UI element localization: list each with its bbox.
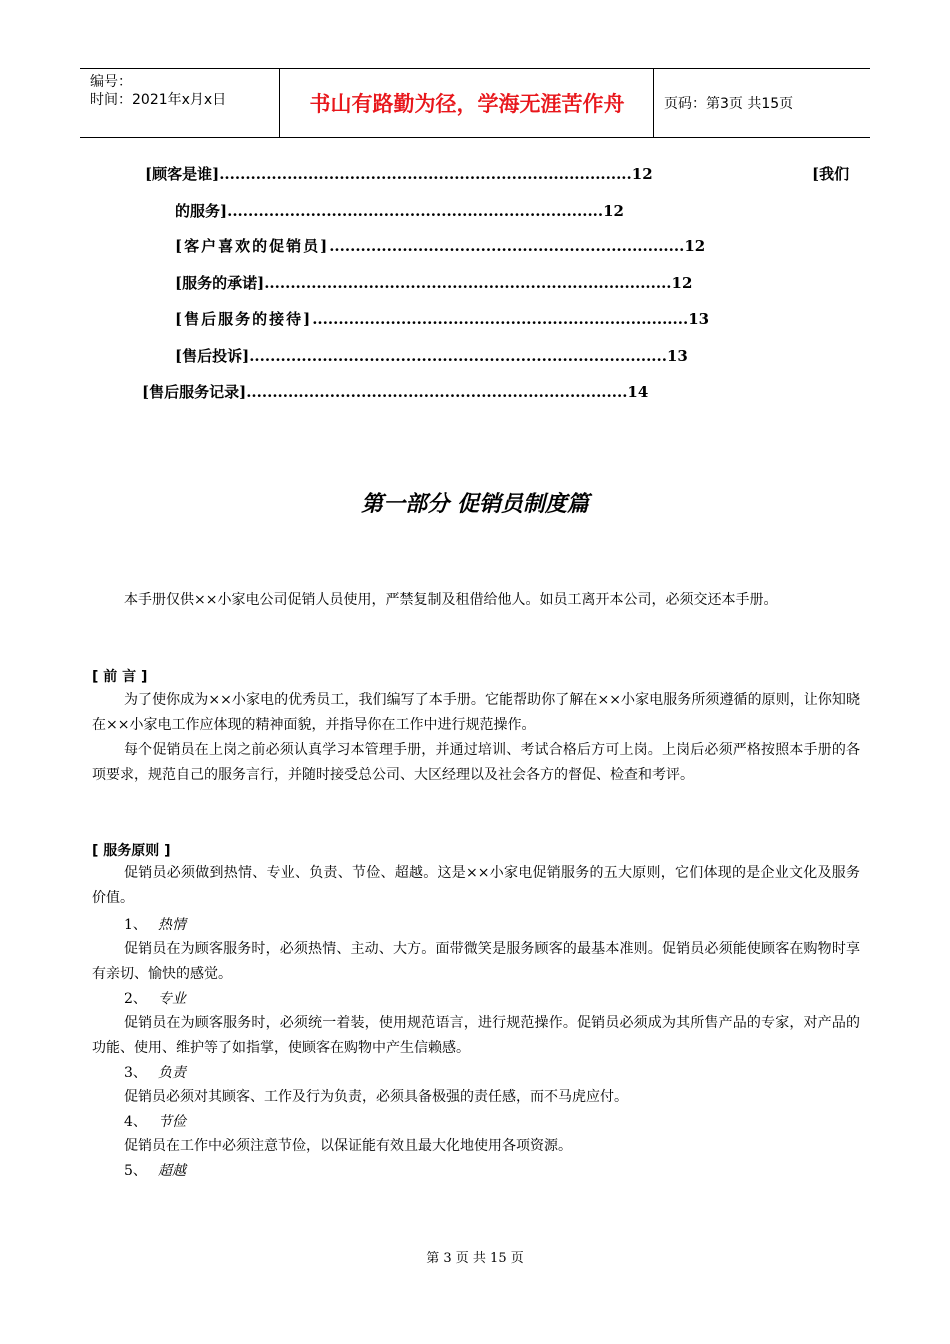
toc-entry[interactable] [175, 235, 705, 256]
principle-item [124, 914, 186, 934]
header-date: 时间：2021年x月x日 [90, 92, 227, 108]
item-name: 热情 [158, 917, 186, 933]
item-number: 2、 [124, 991, 147, 1007]
principle-text: 促销员必须对其顾客、工作及行为负责，必须具备极强的责任感，而不马虎应付。 [124, 1089, 628, 1105]
header-number: 编号： [90, 74, 132, 90]
header-page: 页码：第3页 共15页 [664, 96, 794, 112]
item-number: 1、 [124, 917, 147, 933]
toc-page: 13 [688, 310, 710, 328]
principle-item [124, 1062, 186, 1082]
preface-heading: [ 前 言 ] [92, 669, 148, 685]
item-number: 3、 [124, 1065, 147, 1081]
toc-label: [我们 [812, 165, 850, 183]
toc-label: [顾客是谁] [145, 165, 220, 183]
toc-page: 12 [684, 237, 706, 255]
principle-item [124, 1160, 186, 1180]
item-name: 专业 [158, 991, 186, 1007]
toc-dots: .............................................................................. [264, 274, 672, 292]
preface-paragraph: 为了使你成为××小家电的优秀员工，我们编写了本手册。它能帮助你了解在××小家电服务所须遵循的原则，让你知晓在××小家电工作应体现的精神面貌，并指导你在工作中进行规范操作。 [92, 692, 860, 733]
toc-dots: ............................................................................... [219, 165, 632, 183]
toc-dots: ......................................................................... [246, 383, 628, 401]
toc-entry[interactable] [145, 163, 653, 184]
principle-text: 促销员在为顾客服务时，必须热情、主动、大方。面带微笑是服务顾客的最基本准则。促销员必须能使顾客在购物时享有亲切、愉快的感觉。 [92, 941, 860, 982]
page-footer: 第 3 页 共 15 页 [426, 1251, 524, 1266]
toc-entry[interactable] [142, 381, 648, 402]
toc-entry[interactable] [175, 272, 692, 293]
toc-entry[interactable] [175, 345, 688, 366]
item-name: 超越 [158, 1163, 186, 1179]
toc-dots: ................................................................................ [249, 347, 667, 365]
principles-heading: [ 服务原则 ] [92, 843, 171, 859]
principle-item [124, 988, 186, 1008]
toc-label: 的服务] [175, 202, 228, 220]
toc-page: 14 [627, 383, 649, 401]
toc-label: [售后服务记录] [142, 383, 247, 401]
toc-label: [客户喜欢的促销员] [175, 237, 330, 255]
principle-text: 促销员在为顾客服务时，必须统一着装，使用规范语言，进行规范操作。促销员必须成为其所售产品的专家，对产品的功能、使用、维护等了如指掌，使顾客在购物中产生信赖感。 [92, 1015, 860, 1056]
toc-label: [售后服务的接待] [175, 310, 313, 328]
item-number: 4、 [124, 1114, 147, 1130]
toc-page: 13 [666, 347, 688, 365]
toc-dots: ........................................................................ [312, 310, 689, 328]
header-meta [80, 69, 280, 137]
toc-entry[interactable] [812, 163, 849, 184]
toc-label: [售后投诉] [175, 347, 250, 365]
header-motto: 书山有路勤为径，学海无涯苦作舟 [281, 69, 654, 137]
toc-label: [服务的承诺] [175, 274, 265, 292]
item-number: 5、 [124, 1163, 147, 1179]
part-title: 第一部分 促销员制度篇 [361, 492, 589, 517]
principles-intro: 促销员必须做到热情、专业、负责、节俭、超越。这是××小家电促销服务的五大原则，它们体现的是企业文化及服务价值。 [92, 865, 860, 906]
item-name: 节俭 [158, 1114, 186, 1130]
toc-entry[interactable] [175, 308, 709, 329]
toc-entry[interactable] [175, 200, 624, 221]
toc-dots: .................................................................... [329, 237, 685, 255]
page-header [80, 68, 870, 138]
intro-paragraph: 本手册仅供××小家电公司促销人员使用，严禁复制及租借给他人。如员工离开本公司，必须交还本手册。 [124, 592, 778, 608]
principle-item [124, 1111, 186, 1131]
toc-page: 12 [603, 202, 624, 220]
preface-paragraph: 每个促销员在上岗之前必须认真学习本管理手册，并通过培训、考试合格后方可上岗。上岗后必须严格按照本手册的各项要求，规范自己的服务言行，并随时接受总公司、大区经理以及社会各方的督促、检查和考评。 [92, 742, 860, 783]
toc-page: 12 [671, 274, 693, 292]
principle-text: 促销员在工作中必须注意节俭，以保证能有效且最大化地使用各项资源。 [124, 1138, 572, 1154]
item-name: 负责 [158, 1065, 186, 1081]
toc-page: 12 [631, 165, 653, 183]
toc-dots: ........................................................................ [227, 202, 604, 220]
